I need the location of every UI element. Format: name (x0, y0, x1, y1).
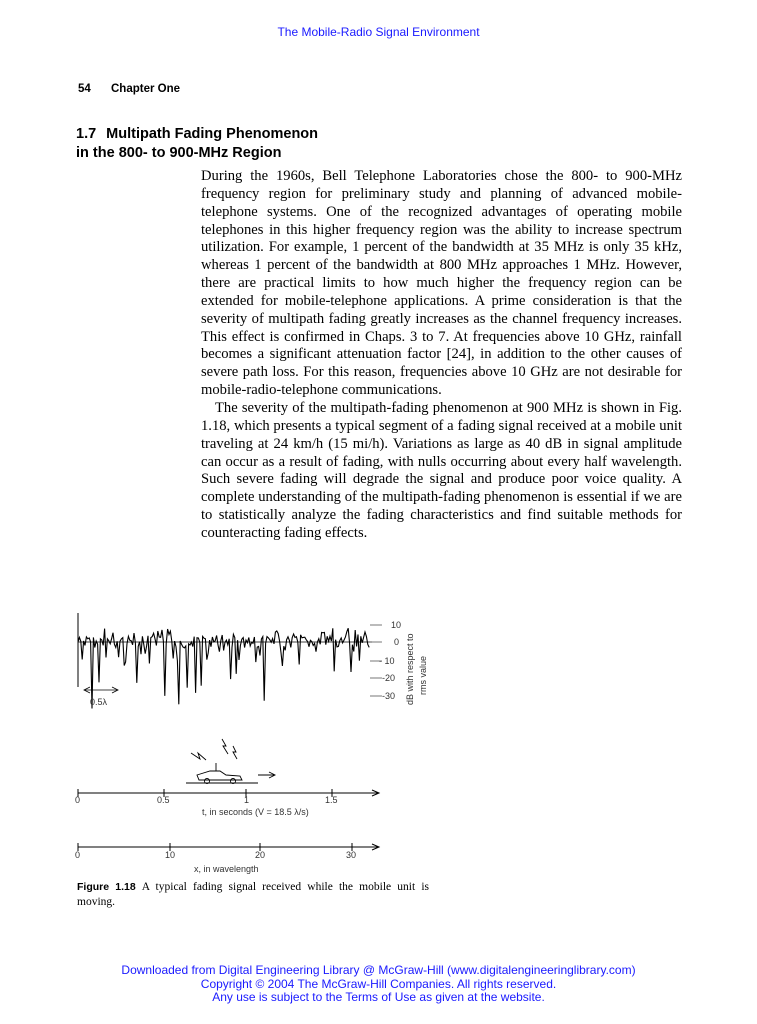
time-tick-label: 0.5 (157, 795, 170, 805)
fading-signal-figure (70, 605, 450, 885)
distance-tick-label: 0 (75, 850, 81, 860)
time-tick-label: 1.5 (325, 795, 338, 805)
y-axis-label-line1: dB with respect to (405, 633, 415, 705)
body-paragraph-2: The severity of the multipath-fading phenomenon at 900 MHz is shown in Fig. 1.18, which presents a typical segment of a fading signal received at a mobile unit traveling at 24 km/h (15 mi/h). Variations as large as 40 dB in signal amplitude can occur as a result of fading, with nulls occurring about every half wavelength. Such severe fading will degrade the signal and produce poor voice quality. A complete understanding of the multipath-fading phenomenon is essential if we are to statistically analyze the fading characteristics and find suitable methods for counteracting fading effects. (201, 399, 682, 541)
y-tick-label: -20 (382, 673, 396, 683)
distance-tick-label: 30 (346, 850, 357, 860)
y-tick-label: - 10 (379, 656, 395, 666)
distance-tick-label: 20 (255, 850, 266, 860)
footer-terms: Any use is subject to the Terms of Use as given at the website. (212, 990, 545, 1004)
incoming-wave-icon (191, 753, 206, 760)
section-number: 1.7 (76, 126, 97, 142)
footer-copyright: Copyright © 2004 The McGraw-Hill Companies. All rights reserved. (200, 976, 557, 991)
fading-signal-trace (78, 628, 369, 708)
y-tick-label: 10 (391, 620, 402, 630)
half-wavelength-label: 0.5λ (90, 697, 108, 707)
distance-tick-label: 10 (165, 850, 176, 860)
body-text (201, 168, 682, 543)
section-title-line1: Multipath Fading Phenomenon (106, 126, 319, 142)
page-number: 54 (78, 83, 91, 95)
figure-label: Figure 1.18 (77, 881, 136, 893)
section-heading (76, 125, 318, 163)
half-wavelength-marker (84, 687, 118, 707)
distance-axis (75, 843, 379, 874)
time-axis-label: t, in seconds (V = 18.5 λ/s) (202, 807, 309, 817)
figure-caption (77, 880, 429, 909)
distance-axis-label: x, in wavelength (194, 864, 259, 874)
body-paragraph-1: During the 1960s, Bell Telephone Laboratories chose the 800- to 900-MHz frequency region for preliminary study and planning of advanced mobile-telephone systems. One of the recognized advantages of operating mobile telephones in this higher frequency region was the ability to increase spectrum utilization. For example, 1 percent of the bandwidth at 35 MHz is only 35 kHz, whereas 1 percent of the bandwidth at 800 MHz approaches 1 MHz. However, there are practical limits to how much higher the frequency region can be extended for mobile-telephone applications. A prime consideration is that the severity of multipath fading greatly increases as the channel frequency increases. This effect is confirmed in Chaps. 3 to 7. At frequencies above 10 GHz, rainfall becomes a significant attenuation factor [24], in addition to the other causes of severe path loss. For this reason, frequencies above 10 GHz are not desirable for mobile-radio-telephone communications. (201, 168, 682, 399)
time-tick-label: 0 (75, 795, 81, 805)
y-axis-label-line2: rms value (418, 655, 428, 695)
y-tick-label: 0 (394, 637, 400, 647)
section-heading-line1 (76, 125, 318, 144)
footer (0, 964, 757, 1005)
incoming-wave-icon (222, 739, 228, 754)
chapter-label: Chapter One (111, 83, 181, 95)
mobile-car-icon (186, 739, 275, 784)
incoming-wave-icon (233, 746, 237, 759)
running-head: The Mobile-Radio Signal Environment (277, 25, 480, 39)
car-body-icon (197, 771, 242, 780)
time-axis (75, 789, 379, 817)
footer-download-link[interactable]: Downloaded from Digital Engineering Library @ McGraw-Hill (www.digitalengineeringlibrary.com) (121, 963, 636, 977)
figure-caption-text: A typical fading signal received while the mobile unit is moving. (77, 881, 429, 908)
section-title-line2: in the 800- to 900-MHz Region (76, 145, 282, 161)
y-scale (370, 620, 428, 705)
time-tick-label: 1 (244, 795, 250, 805)
y-tick-label: -30 (382, 691, 396, 701)
